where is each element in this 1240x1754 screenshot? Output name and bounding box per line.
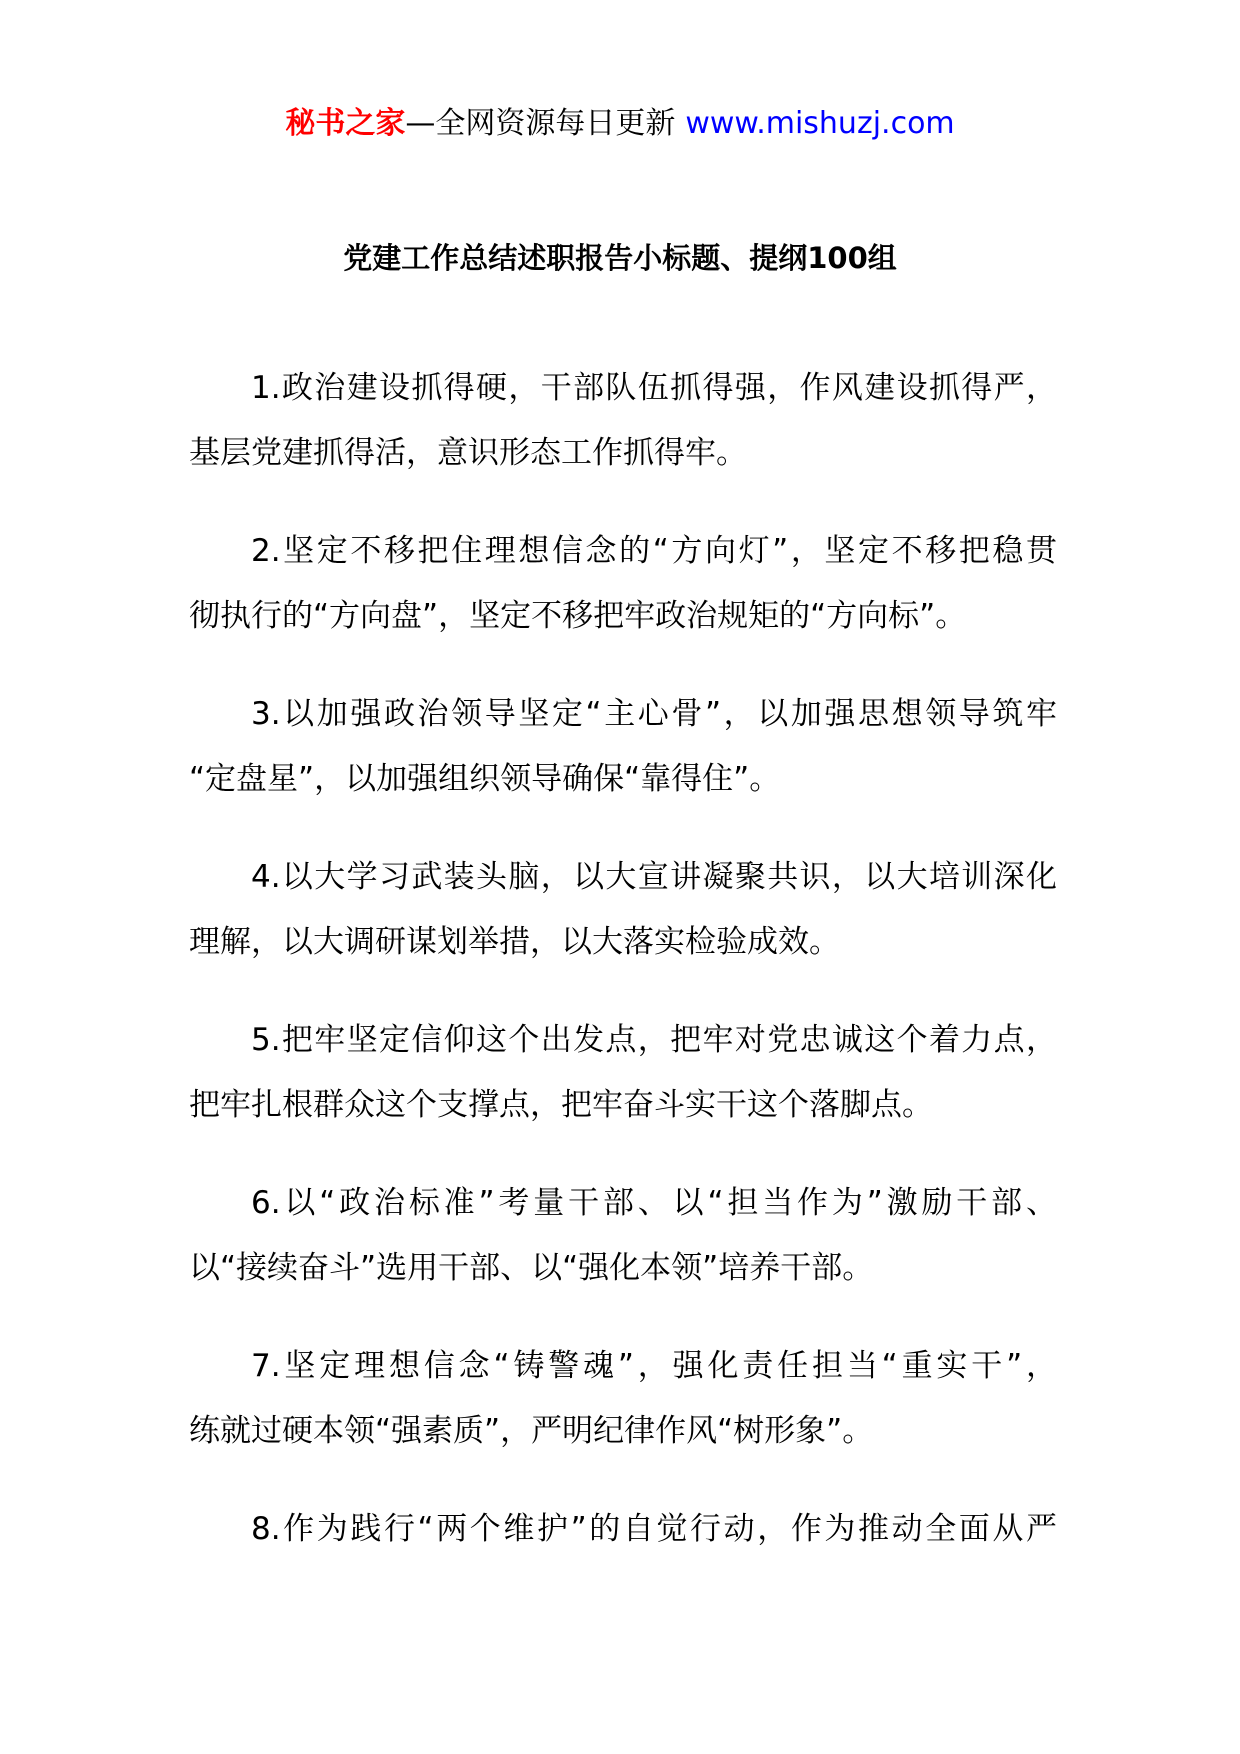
paragraph-2	[189, 519, 1057, 649]
paragraph-line: 彻执行的“方向盘”，坚定不移把牢政治规矩的“方向标”。	[189, 598, 967, 634]
paragraph-1	[189, 356, 1057, 486]
paragraph-line: “定盘星”，以加强组织领导确保“靠得住”。	[189, 761, 781, 797]
paragraph-line: 7.坚定理想信念“铸警魂”，强化责任担当“重实干”，	[251, 1348, 1057, 1384]
paragraph-line: 把牢扎根群众这个支撑点，把牢奋斗实干这个落脚点。	[189, 1087, 933, 1123]
paragraph-line: 以“接续奋斗”选用干部、以“强化本领”培养干部。	[189, 1250, 874, 1286]
paragraph-7	[189, 1334, 1057, 1464]
brand-name: 秘书之家	[285, 106, 406, 141]
paragraph-line: 基层党建抓得活，意识形态工作抓得牢。	[189, 435, 747, 471]
paragraph-line: 1.政治建设抓得硬，干部队伍抓得强，作风建设抓得严，	[251, 370, 1057, 406]
paragraph-line: 3.以加强政治领导坚定“主心骨”，以加强思想领导筑牢	[251, 696, 1057, 732]
paragraph-line: 5.把牢坚定信仰这个出发点，把牢对党忠诚这个着力点，	[251, 1022, 1057, 1058]
paragraph-3	[189, 682, 1057, 812]
paragraph-line: 2.坚定不移把住理想信念的“方向灯”，坚定不移把稳贯	[251, 533, 1057, 569]
paragraph-line: 4.以大学习武装头脑，以大宣讲凝聚共识，以大培训深化	[251, 859, 1057, 895]
paragraph-5	[189, 1008, 1057, 1138]
document-title: 党建工作总结述职报告小标题、提纲100组	[343, 241, 897, 275]
header-banner	[0, 104, 1240, 144]
paragraph-6	[189, 1171, 1057, 1301]
paragraph-4	[189, 845, 1057, 975]
paragraph-8	[189, 1497, 1057, 1562]
paragraph-line: 6.以“政治标准”考量干部、以“担当作为”激励干部、	[251, 1185, 1057, 1221]
paragraph-line: 8.作为践行“两个维护”的自觉行动，作为推动全面从严	[251, 1511, 1057, 1547]
paragraph-line: 理解，以大调研谋划举措，以大落实检验成效。	[189, 924, 840, 960]
paragraph-line: 练就过硬本领“强素质”，严明纪律作风“树形象”。	[189, 1413, 874, 1449]
document-body	[189, 356, 1057, 1595]
header-tagline: —全网资源每日更新	[405, 106, 676, 141]
website-url-link[interactable]: www.mishuzj.com	[685, 106, 955, 141]
